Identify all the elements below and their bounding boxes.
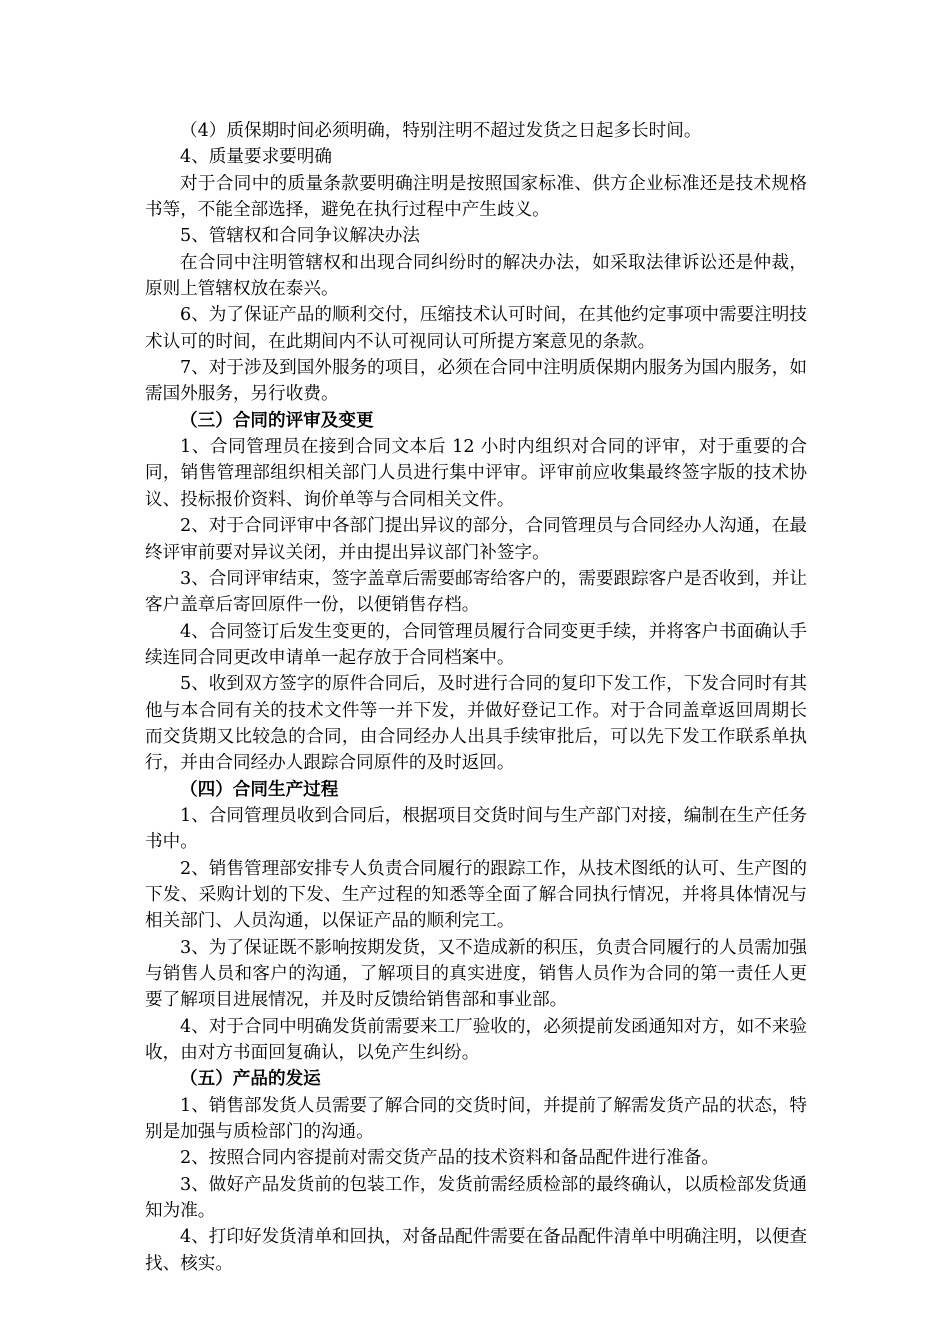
section-heading: （三）合同的评审及变更 xyxy=(180,409,374,431)
paragraph: 1、合同管理员收到合同后，根据项目交货时间与生产部门对接，编制在生产任务书中。 xyxy=(145,805,807,853)
paragraph: 7、对于涉及到国外服务的项目，必须在合同中注明质保期内服务为国内服务，如需国外服务，另行收费。 xyxy=(145,358,807,405)
paragraph: 对于合同中的质量条款要明确注明是按照国家标准、供方企业标准还是技术规格书等，不能全部选择，避免在执行过程中产生歧义。 xyxy=(145,173,807,221)
section-heading: （四）合同生产过程 xyxy=(180,778,339,800)
paragraph: 1、合同管理员在接到合同文本后 12 小时内组织对合同的评审，对于重要的合同，销售管理部组织相关部门人员进行集中评审。评审前应收集最终签字版的技术协议、投标报价资料、询价单等与合同相关文件。 xyxy=(145,437,807,510)
paragraph: 5、管辖权和合同争议解决办法 xyxy=(180,226,420,247)
paragraph: 4、对于合同中明确发货前需要来工厂验收的，必须提前发函通知对方，如不来验收，由对方书面回复确认，以免产生纠纷。 xyxy=(145,1016,807,1064)
paragraph: 3、合同评审结束，签字盖章后需要邮寄给客户的，需要跟踪客户是否收到，并让客户盖章后寄回原件一份，以便销售存档。 xyxy=(145,568,807,616)
paragraph: 3、为了保证既不影响按期发货，又不造成新的积压，负责合同履行的人员需加强与销售人员和客户的沟通，了解项目的真实进度，销售人员作为合同的第一责任人更要了解项目进展情况，并及时反馈给销售部和事业部。 xyxy=(145,937,807,1011)
paragraph: 4、打印好发货清单和回执，对备品配件需要在备品配件清单中明确注明，以便查找、核实。 xyxy=(145,1227,807,1274)
paragraph: 2、按照合同内容提前对需交货产品的技术资料和备品配件进行准备。 xyxy=(180,1148,720,1169)
paragraph: 2、销售管理部安排专人负责合同履行的跟踪工作，从技术图纸的认可、生产图的下发、采购计划的下发、生产过程的知悉等全面了解合同执行情况，并将具体情况与相关部门、人员沟通，以保证产品的顺利完工。 xyxy=(145,858,807,932)
section-heading: （五）产品的发运 xyxy=(180,1068,321,1090)
paragraph: 1、销售部发货人员需要了解合同的交货时间，并提前了解需发货产品的状态，特别是加强与质检部门的沟通。 xyxy=(145,1095,807,1143)
paragraph: 4、合同签订后发生变更的，合同管理员履行合同变更手续，并将客户书面确认手续连同合同更改申请单一起存放于合同档案中。 xyxy=(145,621,807,668)
paragraph: 2、对于合同评审中各部门提出异议的部分，合同管理员与合同经办人沟通，在最终评审前要对异议关闭，并由提出异议部门补签字。 xyxy=(145,516,807,563)
paragraph: （4）质保期时间必须明确，特别注明不超过发货之日起多长时间。 xyxy=(180,121,702,141)
paragraph: 5、收到双方签字的原件合同后，及时进行合同的复印下发工作，下发合同时有其他与本合同有关的技术文件等一并下发，并做好登记工作。对于合同盖章返回周期长而交货期又比较急的合同，由合同经办人出具手续审批后，可以先下发工作联系单执行，并由合同经办人跟踪合同原件的及时返回。 xyxy=(145,674,807,774)
paragraph: 4、质量要求要明确 xyxy=(180,147,332,168)
paragraph: 3、做好产品发货前的包装工作，发货前需经质检部的最终确认，以质检部发货通知为准。 xyxy=(145,1174,807,1222)
paragraph: 6、为了保证产品的顺利交付，压缩技术认可时间，在其他约定事项中需要注明技术认可的时间，在此期间内不认可视同认可所提方案意见的条款。 xyxy=(145,305,807,352)
document-page xyxy=(145,118,807,1277)
paragraph: 在合同中注明管辖权和出现合同纠纷时的解决办法，如采取法律诉讼还是仲裁，原则上管辖权放在泰兴。 xyxy=(145,252,807,300)
